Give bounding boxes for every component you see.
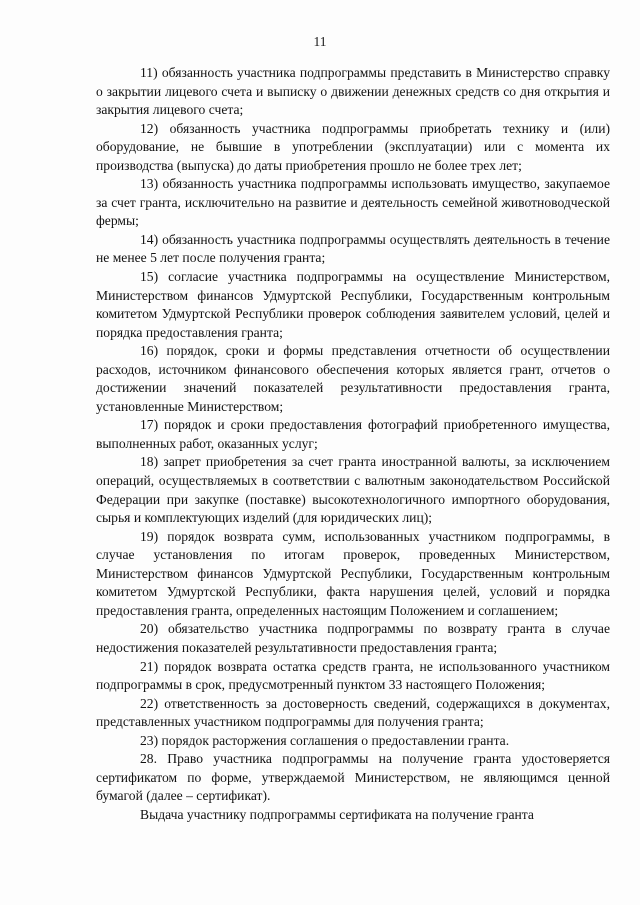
paragraph-12: 12) обязанность участника подпрограммы приобретать технику и (или) оборудование, не бывшие в употреблении (эксплуатации) или с момента их производства (выпуска) до даты приобретения прошло не более трех лет; xyxy=(96,120,610,173)
paragraph-16: 16) порядок, сроки и формы представления отчетности об осуществлении расходов, источником финансового обеспечения которых является грант, отчетов о достижении значений показателей результативности предоставления гранта, установленные Министерством; xyxy=(96,343,610,414)
paragraph-18: 18) запрет приобретения за счет гранта иностранной валюты, за исключением операций, осуществляемых в соответствии с валютным законодательством Российской Федерации при закупке (поставке) высокотехнологичного импортного оборудования, сырья и комплектующих изделий (для юридических лиц); xyxy=(96,454,610,526)
paragraph-11: 11) обязанность участника подпрограммы представить в Министерство справку о закрытии лицевого счета и выписку о движении денежных средств со дня открытия и закрытия лицевого счета; xyxy=(96,65,610,118)
document-body xyxy=(96,64,610,824)
paragraph-20: 20) обязательство участника подпрограммы по возврату гранта в случае недостижения показателей результативности предоставления гранта; xyxy=(96,621,610,655)
page-number: 11 xyxy=(313,34,327,49)
paragraph-15: 15) согласие участника подпрограммы на осуществление Министерством, Министерством финансов Удмуртской Республики, Государственным контрольным комитетом Удмуртской Республики проверок соблюдения заявителем условий, целей и порядка предоставления гранта; xyxy=(96,269,610,340)
paragraph-23: 23) порядок расторжения соглашения о предоставлении гранта. xyxy=(140,732,510,748)
paragraph-22: 22) ответственность за достоверность сведений, содержащихся в документах, представленных участником подпрограммы для получения гранта; xyxy=(96,695,610,730)
section-28: 28. Право участника подпрограммы на получение гранта удостоверяется сертификатом по форме, утверждаемой Министерством, не являющимся ценной бумагой (далее – сертификат). xyxy=(96,751,610,804)
paragraph-13: 13) обязанность участника подпрограммы использовать имущество, закупаемое за счет гранта, исключительно на развитие и деятельность семейной животноводческой фермы; xyxy=(96,176,610,229)
paragraph-17: 17) порядок и сроки предоставления фотографий приобретенного имущества, выполненных работ, оказанных услуг; xyxy=(96,417,610,451)
paragraph-19: 19) порядок возврата сумм, использованных участником подпрограммы, в случае установления по итогам проверок, проведенных Министерством, Министерством финансов Удмуртской Республики, Государственным контрольным комитетом Удмуртской Республики, факта нарушения целей, условий и порядка предоставления гранта, определенных настоящим Положением и соглашением; xyxy=(96,528,610,618)
paragraph-certificate-issue: Выдача участнику подпрограммы сертификата на получение гранта xyxy=(140,806,534,822)
paragraph-14: 14) обязанность участника подпрограммы осуществлять деятельность в течение не менее 5 лет после получения гранта; xyxy=(96,231,610,266)
paragraph-21: 21) порядок возврата остатка средств гранта, не использованного участником подпрограммы в срок, предусмотренный пунктом 33 настоящего Положения; xyxy=(96,658,610,693)
